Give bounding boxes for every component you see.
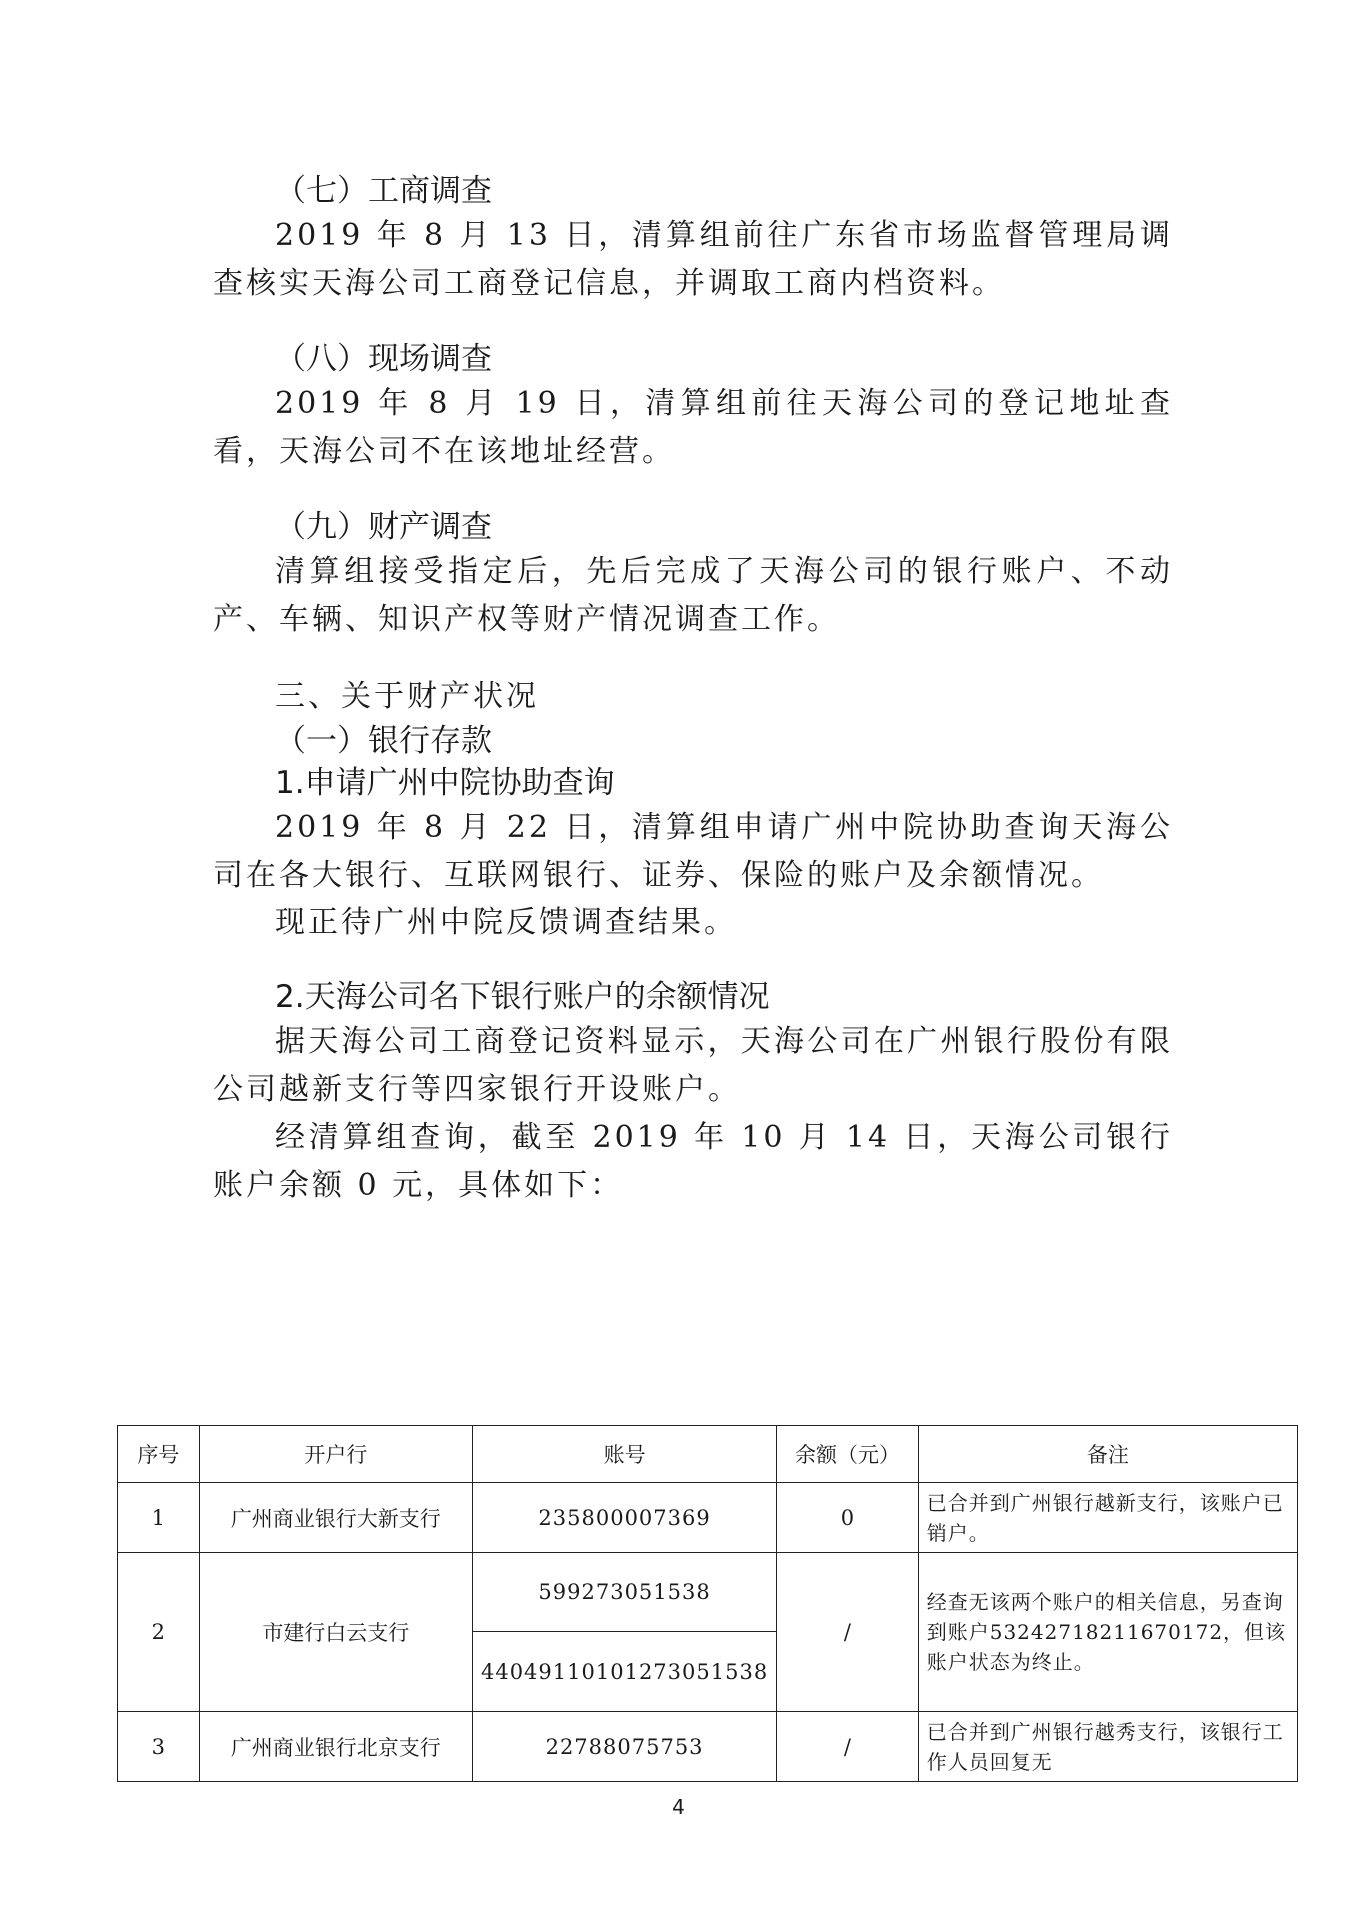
row-no: 1 [118,1483,200,1553]
part-3-title: 三、关于财产状况 [275,679,539,714]
item-2-paragraph: 据天海公司工商登记资料显示，天海公司在广州银行股份有限公司越新支行等四家银行开设账户。 [213,1024,1173,1107]
page-number: 4 [672,1795,685,1819]
section-7-paragraph: 2019 年 8 月 13 日，清算组前往广东省市场监督管理局调查核实天海公司工商登记信息，并调取工商内档资料。 [213,218,1173,301]
row-account: 22788075753 [472,1712,776,1782]
table-row [118,1483,1298,1553]
section-9-heading: （九）财产调查 [275,509,492,545]
item-1-paragraph-2: 现正待广州中院反馈调查结果。 [275,905,737,940]
row-no: 3 [118,1712,200,1782]
part-3-sub1-heading: （一）银行存款 [275,723,492,759]
header-bank: 开户行 [199,1426,472,1483]
row-note: 经查无该两个账户的相关信息，另查询到账户53242718211670172，但该账户状态为终止。 [918,1553,1297,1712]
table-header-row [118,1426,1298,1483]
item-1-paragraph: 2019 年 8 月 22 日，清算组申请广州中院协助查询天海公司在各大银行、互联网银行、证券、保险的账户及余额情况。 [213,810,1173,893]
row-note: 已合并到广州银行越新支行，该账户已销户。 [918,1483,1297,1553]
section-7-heading: （七）工商调查 [275,173,492,209]
item-2-heading: 2.天海公司名下银行账户的余额情况 [275,979,770,1015]
section-9-paragraph: 清算组接受指定后，先后完成了天海公司的银行账户、不动产、车辆、知识产权等财产情况调查工作。 [213,554,1173,637]
row-balance: 0 [777,1483,919,1553]
row-account: 599273051538 [472,1553,776,1632]
row-note: 已合并到广州银行越秀支行，该银行工作人员回复无 [918,1712,1297,1782]
section-8-heading: （八）现场调查 [275,341,492,377]
item-1-heading: 1.申请广州中院协助查询 [275,765,615,801]
header-no: 序号 [118,1426,200,1483]
document-body [213,170,1173,1210]
table-row [118,1553,1298,1632]
row-account: 235800007369 [472,1483,776,1553]
header-account: 账号 [472,1426,776,1483]
row-bank: 市建行白云支行 [199,1553,472,1712]
bank-accounts-table [117,1425,1298,1782]
row-balance: / [777,1712,919,1782]
table-row [118,1712,1298,1782]
row-account-2: 44049110101273051538 [472,1632,776,1712]
header-balance: 余额（元） [777,1426,919,1483]
row-bank: 广州商业银行大新支行 [199,1483,472,1553]
row-no: 2 [118,1553,200,1712]
section-8-paragraph: 2019 年 8 月 19 日，清算组前往天海公司的登记地址查看，天海公司不在该地址经营。 [213,386,1173,469]
item-2-paragraph-2: 经清算组查询，截至 2019 年 10 月 14 日，天海公司银行账户余额 0 元，具体如下： [213,1120,1173,1203]
header-note: 备注 [918,1426,1297,1483]
row-bank: 广州商业银行北京支行 [199,1712,472,1782]
row-balance: / [777,1553,919,1712]
